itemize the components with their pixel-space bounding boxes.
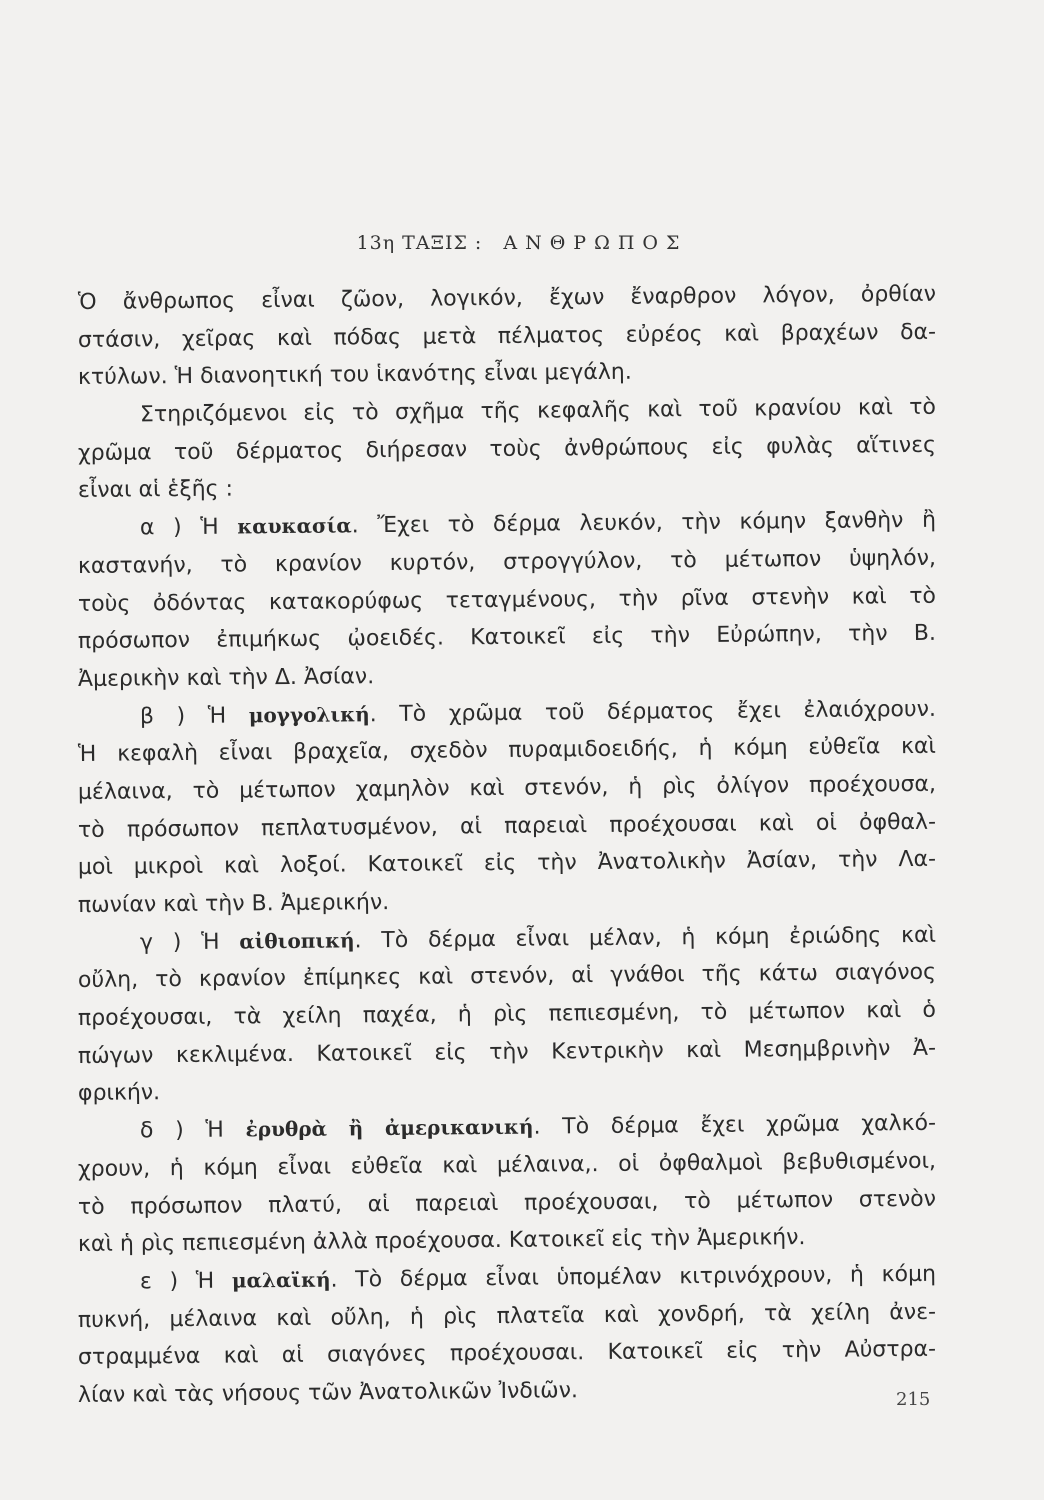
text-run: Ὁ ἄνθρωπος εἶναι ζῶον, λογικόν, ἔχων ἔναρθρον λόγον, ὀρθίαν: [77, 281, 937, 315]
text-run: τὸ πρόσωπον πλατύ, αἱ παρειαὶ προέχουσαι, τὸ μέτωπον στενὸν: [77, 1186, 937, 1220]
race-term: μαλαϊκή: [231, 1267, 331, 1293]
text-run: δ ) Ἡ: [139, 1117, 246, 1144]
text-run: Στηριζόμενοι εἰς τὸ σχῆμα τῆς κεφαλῆς καὶ τοῦ κρανίου καὶ τὸ: [139, 394, 937, 428]
page-number: 215: [896, 1389, 931, 1410]
text-run: . Τὸ δέρμα εἶναι ὑπομέλαν κιτρινόχρουν, ἡ κόμη: [330, 1261, 937, 1293]
chapter-title: ΑΝΘΡΩΠΟΣ: [503, 232, 688, 254]
body-text: [77, 281, 937, 1415]
text-run: κτύλων. Ἡ διανοητική του ἱκανότης εἶναι μεγάλη.: [77, 360, 632, 391]
race-term: ἐρυθρὰ ἢ ἀμερικανική: [245, 1114, 534, 1142]
text-run: α ) Ἡ: [139, 514, 238, 541]
page-title: [0, 232, 1044, 254]
chapter-label: 13η ΤΑΞΙΣ :: [356, 232, 483, 254]
race-term: αἰθιοπική: [239, 928, 355, 954]
text-run: καστανήν, τὸ κρανίον κυρτόν, στρογγύλον, τὸ μέτωπον ὑψηλόν,: [77, 545, 937, 579]
text-run: β ) Ἡ: [139, 702, 249, 729]
text-run: εἶναι αἱ ἑξῆς :: [77, 476, 234, 504]
text-run: . Τὸ χρῶμα τοῦ δέρματος ἔχει ἐλαιόχρουν.: [369, 696, 937, 727]
text-run: Ἡ κεφαλὴ εἶναι βραχεῖα, σχεδὸν πυραμιδοειδής, ἡ κόμη εὐθεῖα καὶ: [77, 734, 937, 768]
text-run: . Τὸ δέρμα εἶναι μέλαν, ἡ κόμη ἐριώδης καὶ: [354, 922, 937, 954]
text-run: στάσιν, χεῖρας καὶ πόδας μετὰ πέλματος εὐρέος καὶ βραχέων δα-: [77, 319, 937, 353]
text-run: Ἀμερικὴν καὶ τὴν Δ. Ἀσίαν.: [77, 664, 375, 692]
text-run: πρόσωπον ἐπιμήκως ᾠοειδές. Κατοικεῖ εἰς τὴν Εὐρώπην, τὴν Β.: [77, 620, 937, 655]
text-run: χρῶμα τοῦ δέρματος διήρεσαν τοὺς ἀνθρώπους εἰς φυλὰς αἵτινες: [77, 432, 937, 466]
text-run: μοὶ μικροὶ καὶ λοξοί. Κατοικεῖ εἰς τὴν Ἀνατολικὴν Ἀσίαν, τὴν Λα-: [77, 847, 937, 881]
text-run: γ ) Ἡ: [139, 929, 240, 956]
text-run: μέλαινα, τὸ μέτωπον χαμηλὸν καὶ στενόν, ἡ ρὶς ὀλίγον προέχουσα,: [77, 771, 937, 805]
text-run: ε ) Ἡ: [139, 1268, 233, 1295]
text-run: καὶ ἡ ρὶς πεπιεσμένη ἀλλὰ προέχουσα. Κατοικεῖ εἰς τὴν Ἀμερικήν.: [77, 1225, 806, 1258]
text-run: . Τὸ δέρμα ἔχει χρῶμα χαλκό-: [533, 1110, 937, 1140]
text-run: . Ἔχει τὸ δέρμα λευκόν, τὴν κόμην ξανθὴν ἢ: [351, 507, 937, 539]
text-run: λίαν καὶ τὰς νήσους τῶν Ἀνατολικῶν Ἰνδιῶν.: [77, 1378, 579, 1408]
text-run: χρουν, ἡ κόμη εἶναι εὐθεῖα καὶ μέλαινα,. οἱ ὀφθαλμοὶ βεβυθισμένοι,: [77, 1148, 937, 1182]
race-term: μογγολική: [248, 701, 370, 727]
text-run: οὔλη, τὸ κρανίον ἐπίμηκες καὶ στενόν, αἱ γνάθοι τῆς κάτω σιαγόνος: [77, 960, 937, 994]
text-run: προέχουσαι, τὰ χείλη παχέα, ἡ ρὶς πεπιεσμένη, τὸ μέτωπον καὶ ὁ: [77, 997, 937, 1032]
text-run: πυκνή, μέλαινα καὶ οὔλη, ἡ ρὶς πλατεῖα καὶ χονδρή, τὰ χείλη ἀνε-: [77, 1299, 937, 1333]
race-term: καυκασία: [237, 513, 352, 539]
text-run: πώγων κεκλιμένα. Κατοικεῖ εἰς τὴν Κεντρικὴν καὶ Μεσημβρινὴν Ἀ-: [77, 1035, 937, 1069]
text-run: τοὺς ὀδόντας κατακορύφως τεταγμένους, τὴν ρῖνα στενὴν καὶ τὸ: [77, 583, 937, 617]
text-run: πωνίαν καὶ τὴν Β. Ἀμερικήν.: [77, 890, 390, 918]
text-run: τὸ πρόσωπον πεπλατυσμένον, αἱ παρειαὶ προέχουσαι καὶ οἱ ὀφθαλ-: [77, 809, 937, 843]
text-run: φρικήν.: [77, 1080, 161, 1107]
text-line: [78, 1369, 936, 1415]
text-run: στραμμένα καὶ αἱ σιαγόνες προέχουσαι. Κατοικεῖ εἰς τὴν Αὐστρα-: [77, 1337, 937, 1371]
